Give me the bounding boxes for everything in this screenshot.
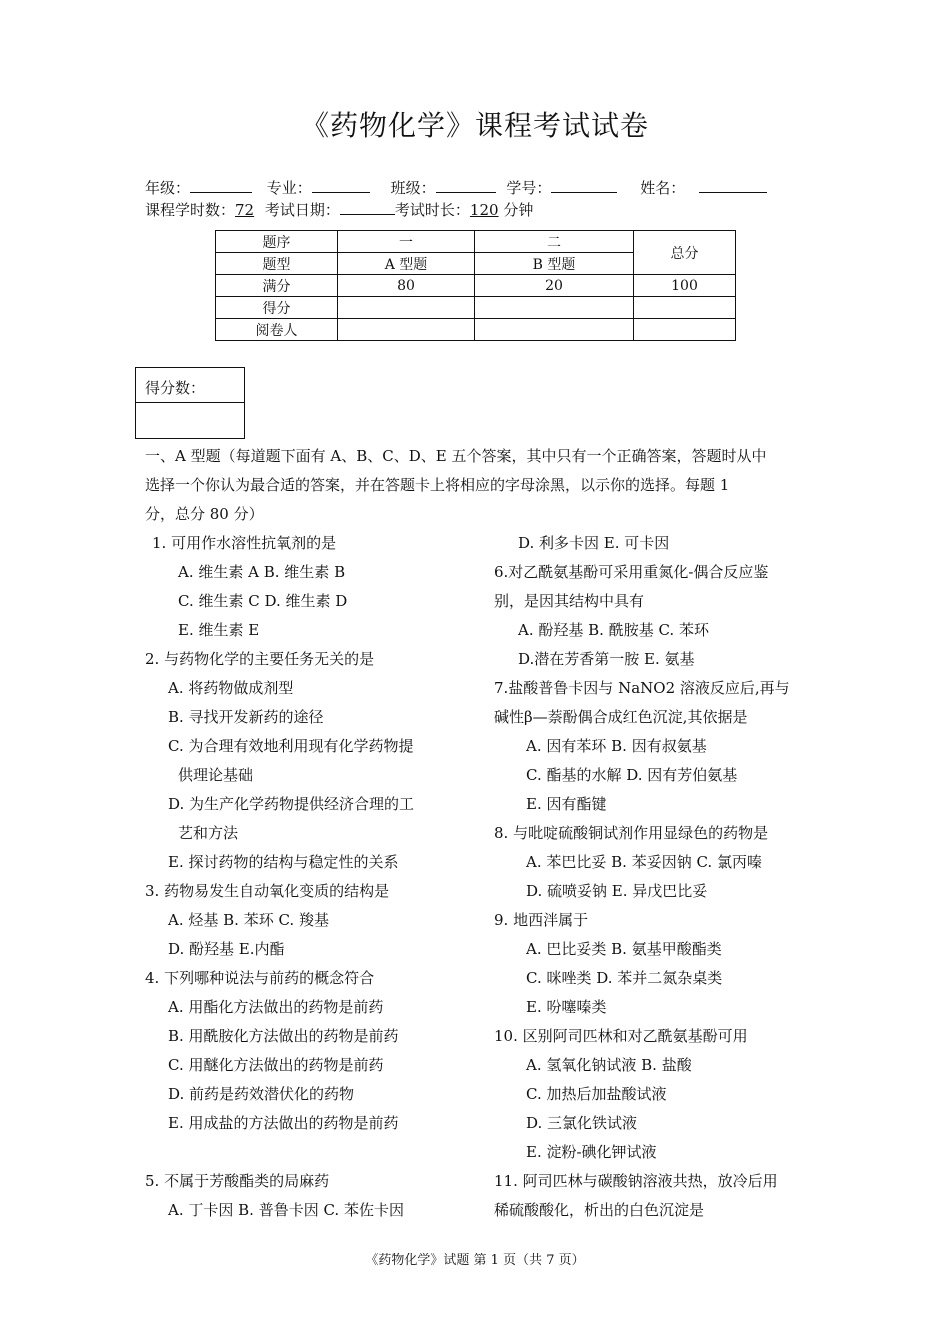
option-line: D.潜在芳香第一胺 E. 氨基 <box>518 650 695 668</box>
score-box-divider <box>136 402 244 403</box>
option-line: C. 用醚化方法做出的药物是前药 <box>168 1056 384 1074</box>
option-line: E. 探讨药物的结构与稳定性的关系 <box>168 853 399 871</box>
option-line: D. 硫喷妥钠 E. 异戊巴比妥 <box>526 882 708 900</box>
cell-label: 得分 <box>216 297 338 319</box>
date-blank[interactable] <box>340 199 395 215</box>
cell-header: 总分 <box>634 231 736 275</box>
option-line: B. 用酰胺化方法做出的药物是前药 <box>168 1027 399 1045</box>
section-instruction-3: 分，总分 80 分） <box>145 505 264 523</box>
major-blank[interactable] <box>312 177 370 193</box>
hours-label: 课程学时数： <box>145 201 236 219</box>
class-label: 班级： <box>390 179 436 197</box>
cell-label: 阅卷人 <box>216 319 338 341</box>
cell-header: 二 <box>475 231 634 253</box>
score-table <box>215 230 736 341</box>
question-7-cont: 碱性β—萘酚偶合成红色沉淀,其依据是 <box>494 708 748 726</box>
duration-unit: 分钟 <box>503 201 534 219</box>
question-11-cont: 稀硫酸酸化，析出的白色沉淀是 <box>494 1201 705 1219</box>
grade-blank[interactable] <box>190 177 252 193</box>
option-line: D. 前药是药效潜伏化的药物 <box>168 1085 355 1103</box>
question-8: 8. 与吡啶硫酸铜试剂作用显绿色的药物是 <box>494 824 769 842</box>
option-line: E. 维生素 E <box>178 621 260 639</box>
page-footer: 《药物化学》试题 第 1 页（共 7 页） <box>365 1253 585 1268</box>
question-5: 5. 不属于芳酸酯类的局麻药 <box>145 1172 330 1190</box>
cell-label: 题序 <box>216 231 338 253</box>
question-2: 2. 与药物化学的主要任务无关的是 <box>145 650 375 668</box>
name-label: 姓名： <box>640 179 686 197</box>
cell-value: 100 <box>634 275 736 297</box>
score-box-label: 得分数： <box>145 379 206 397</box>
cell-value: B 型题 <box>475 253 634 275</box>
student-id-blank[interactable] <box>551 177 617 193</box>
option-line: A. 维生素 A B. 维生素 B <box>178 563 346 581</box>
option-line: A. 苯巴比妥 B. 苯妥因钠 C. 氯丙嗪 <box>526 853 762 871</box>
cell-label: 题型 <box>216 253 338 275</box>
option-line: 艺和方法 <box>178 824 239 842</box>
question-11: 11. 阿司匹林与碳酸钠溶液共热，放冷后用 <box>494 1172 778 1190</box>
student-id-label: 学号： <box>506 179 552 197</box>
cell-value: 80 <box>338 275 475 297</box>
option-line: E. 吩噻嗪类 <box>526 998 607 1016</box>
score-entry-cell[interactable] <box>634 297 736 319</box>
grader-entry-cell[interactable] <box>634 319 736 341</box>
grader-entry-cell[interactable] <box>475 319 634 341</box>
question-9: 9. 地西泮属于 <box>494 911 589 929</box>
option-line: C. 加热后加盐酸试液 <box>526 1085 667 1103</box>
option-line: D. 利多卡因 E. 可卡因 <box>518 534 670 552</box>
option-line: C. 咪唑类 D. 苯并二氮杂桌类 <box>526 969 723 987</box>
option-line: C. 维生素 C D. 维生素 D <box>178 592 348 610</box>
hours-value: 72 <box>235 201 255 219</box>
info-line-1 <box>145 177 767 198</box>
duration-value: 120 <box>469 201 499 219</box>
cell-value: 20 <box>475 275 634 297</box>
cell-label: 满分 <box>216 275 338 297</box>
option-line: C. 酯基的水解 D. 因有芳伯氨基 <box>526 766 738 784</box>
grade-label: 年级： <box>145 179 191 197</box>
cell-value: A 型题 <box>338 253 475 275</box>
option-line: A. 将药物做成剂型 <box>168 679 294 697</box>
question-6: 6.对乙酰氨基酚可采用重氮化-偶合反应鉴 <box>494 563 769 581</box>
option-line: D. 三氯化铁试液 <box>526 1114 638 1132</box>
question-10: 10. 区别阿司匹林和对乙酰氨基酚可用 <box>494 1027 748 1045</box>
score-box <box>135 367 245 439</box>
question-1: 1. 可用作水溶性抗氧剂的是 <box>152 534 337 552</box>
major-label: 专业： <box>266 179 312 197</box>
section-instruction-2: 选择一个你认为最合适的答案，并在答题卡上将相应的字母涂黑，以示你的选择。每题 1 <box>145 476 730 494</box>
option-line: A. 丁卡因 B. 普鲁卡因 C. 苯佐卡因 <box>168 1201 404 1219</box>
option-line: A. 因有苯环 B. 因有叔氨基 <box>526 737 707 755</box>
question-6-cont: 别，是因其结构中具有 <box>494 592 645 610</box>
option-line: D. 酚羟基 E.内酯 <box>168 940 285 958</box>
date-label: 考试日期： <box>264 201 340 219</box>
exam-title: 《药物化学》课程考试试卷 <box>300 109 649 142</box>
section-instruction-1: 一、A 型题（每道题下面有 A、B、C、D、E 五个答案，其中只有一个正确答案，答题时从中 <box>145 447 767 465</box>
info-line-2 <box>145 199 533 220</box>
option-line: B. 寻找开发新药的途径 <box>168 708 324 726</box>
class-blank[interactable] <box>436 177 496 193</box>
option-line: E. 淀粉-碘化钾试液 <box>526 1143 657 1161</box>
score-entry-cell[interactable] <box>338 297 475 319</box>
question-7: 7.盐酸普鲁卡因与 NaNO2 溶液反应后,再与 <box>494 679 790 697</box>
option-line: D. 为生产化学药物提供经济合理的工 <box>168 795 415 813</box>
name-blank[interactable] <box>699 177 767 193</box>
option-line: A. 烃基 B. 苯环 C. 羧基 <box>168 911 329 929</box>
question-3: 3. 药物易发生自动氧化变质的结构是 <box>145 882 390 900</box>
option-line: A. 巴比妥类 B. 氨基甲酸酯类 <box>526 940 722 958</box>
option-line: 供理论基础 <box>178 766 254 784</box>
score-entry-cell[interactable] <box>475 297 634 319</box>
option-line: E. 因有酯键 <box>526 795 607 813</box>
cell-header: 一 <box>338 231 475 253</box>
option-line: E. 用成盐的方法做出的药物是前药 <box>168 1114 399 1132</box>
option-line: C. 为合理有效地利用现有化学药物提 <box>168 737 414 755</box>
option-line: A. 氢氧化钠试液 B. 盐酸 <box>526 1056 692 1074</box>
option-line: A. 用酯化方法做出的药物是前药 <box>168 998 384 1016</box>
grader-entry-cell[interactable] <box>338 319 475 341</box>
question-4: 4. 下列哪种说法与前药的概念符合 <box>145 969 375 987</box>
duration-label: 考试时长： <box>394 201 470 219</box>
option-line: A. 酚羟基 B. 酰胺基 C. 苯环 <box>518 621 709 639</box>
